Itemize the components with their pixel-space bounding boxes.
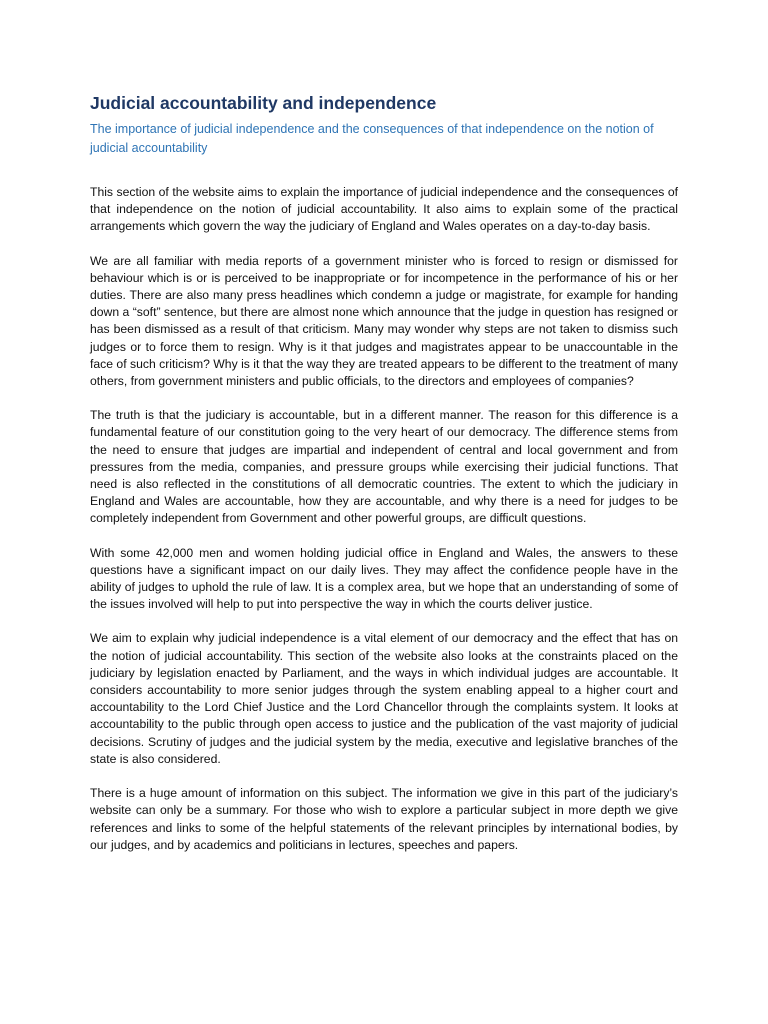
paragraph-media-reports: We are all familiar with media reports of a government minister who is forced to resign or dismissed for behaviour which is or is perceived to be inappropriate or for incompetence in the performance of his or her duties. There are also many press headlines which condemn a judge or magistrate, for example for handing down a “soft” sentence, but there are almost none which announce that the judge in question has resigned or has been dismissed as a result of that criticism. Many may wonder why steps are not taken to dismiss such judges or to force them to resign. Why is it that judges and magistrates appear to be unaccountable in the face of such criticism? Why is it that the way they are treated appears to be different to the treatment of many others, from government ministers and public officials, to the directors and employees of companies?	[90, 253, 678, 389]
page-subtitle: The importance of judicial independence and the consequences of that independence on the notion of judicial accountability	[90, 122, 654, 155]
page-title: Judicial accountability and independence	[90, 93, 437, 113]
paragraph-information: There is a huge amount of information on this subject. The information we give in this part of the judiciary’s website can only be a summary. For those who wish to explore a particular subject in more depth we give references and links to some of the helpful statements of the relevant principles by international bodies, by our judges, and by academics and politicians in lectures, speeches and papers.	[90, 786, 678, 852]
paragraph-intro: This section of the website aims to explain the importance of judicial independence and the consequences of that independence on the notion of judicial accountability. It also aims to explain some of the practical arrangements which govern the way the judiciary of England and Wales operates on a day-to-day basis.	[90, 185, 678, 234]
paragraph-judicial-office: With some 42,000 men and women holding judicial office in England and Wales, the answers to these questions have a significant impact on our daily lives. They may affect the confidence people have in the ability of judges to uphold the rule of law. It is a complex area, but we hope that an understanding of some of the issues involved will help to put into perspective the way in which the courts deliver justice.	[90, 545, 678, 612]
document-page	[90, 92, 678, 871]
paragraph-aims: We aim to explain why judicial independence is a vital element of our democracy and the effect that has on the notion of judicial accountability. This section of the website also looks at the constraints placed on the judiciary by legislation enacted by Parliament, and the ways in which individual judges are accountable. It considers accountability to more senior judges through the system enabling appeal to a higher court and accountability to the Lord Chief Justice and the Lord Chancellor through the complaints system. It looks at accountability to the public through open access to justice and the publication of the vast majority of judicial decisions. Scrutiny of judges and the judicial system by the media, executive and legislative branches of the state is also considered.	[90, 631, 678, 766]
paragraph-truth: The truth is that the judiciary is accountable, but in a different manner. The reason for this difference is a fundamental feature of our constitution going to the very heart of our democracy. The difference stems from the need to ensure that judges are impartial and independent of central and local government and from pressures from the media, companies, and pressure groups while exercising their judicial functions. That need is also reflected in the constitutions of all democratic countries. The extent to which the judiciary in England and Wales are accountable, how they are accountable, and why there is a need for judges to be completely independent from Government and other powerful groups, are difficult questions.	[90, 408, 678, 526]
